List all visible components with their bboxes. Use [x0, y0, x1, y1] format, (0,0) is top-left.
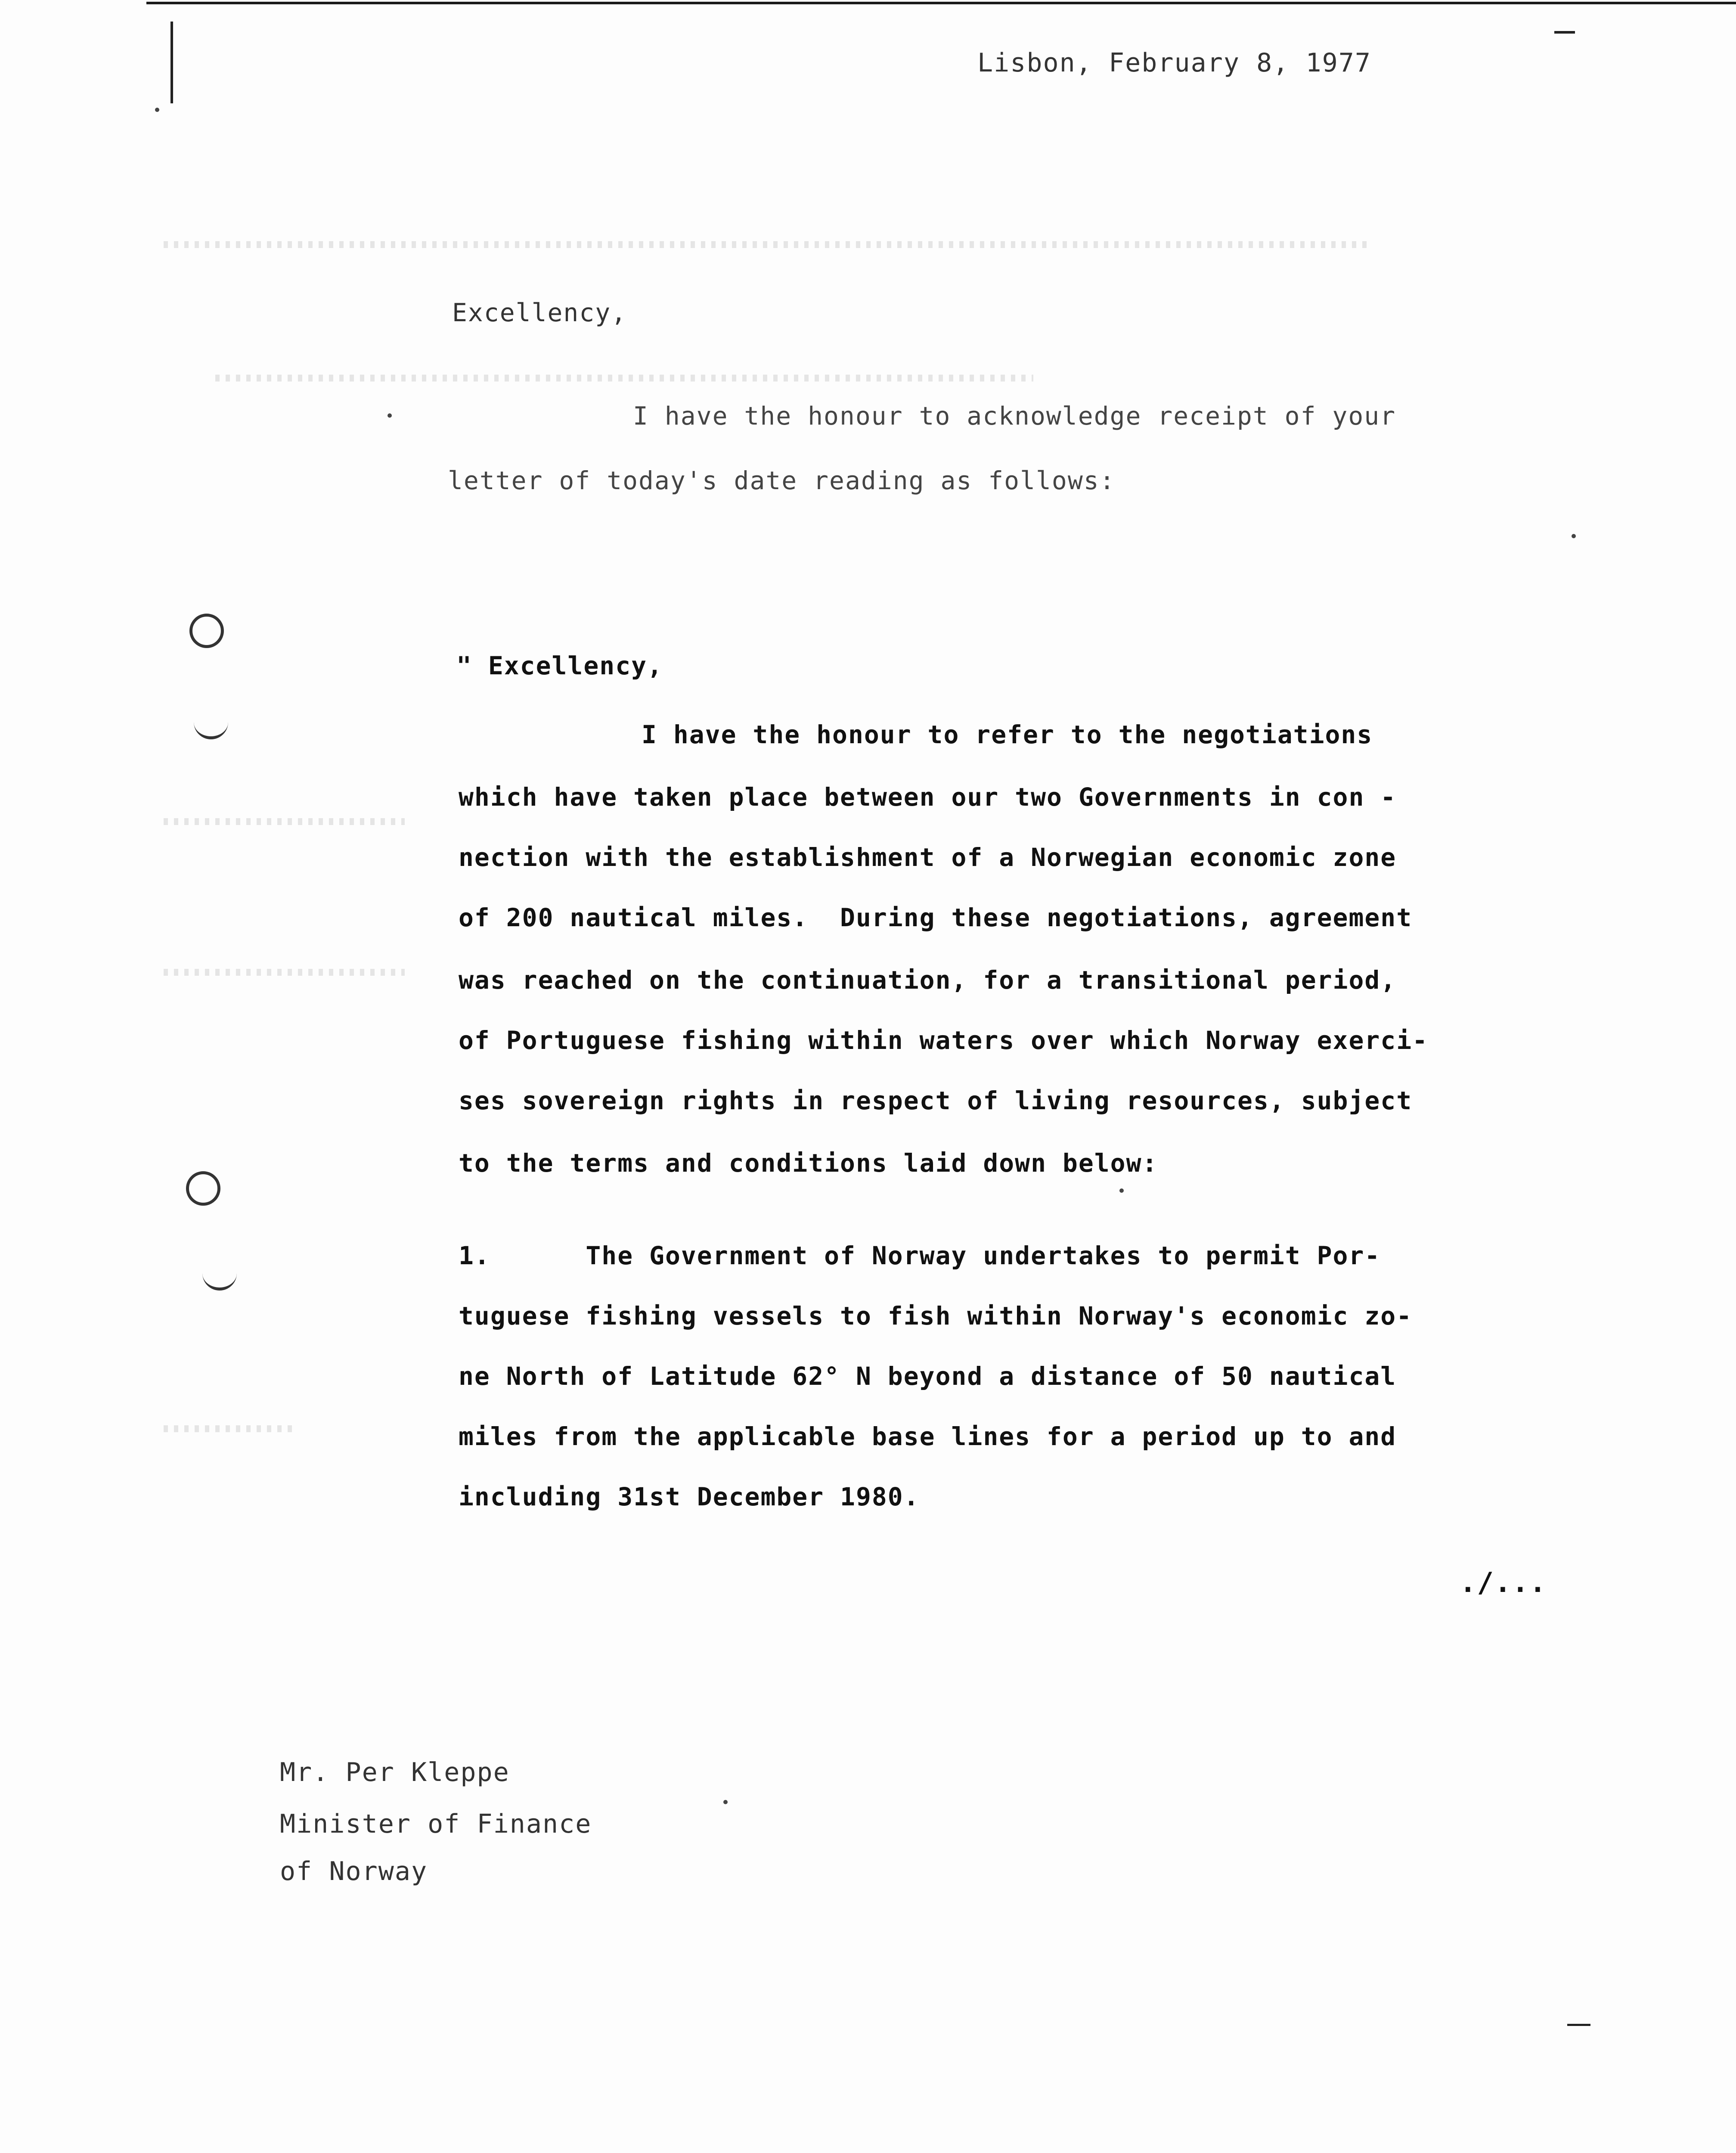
- bleed-through-noise: [164, 969, 405, 976]
- ink-speck: [155, 108, 159, 112]
- intro-line: I have the honour to acknowledge receipt of your: [633, 401, 1396, 431]
- body-line: tuguese fishing vessels to fish within Norway's economic zo-: [459, 1301, 1413, 1331]
- intro-line: letter of today's date reading as follows:: [448, 466, 1116, 495]
- punch-hole-icon: [189, 614, 224, 648]
- punch-hole-icon: [186, 1171, 220, 1206]
- body-line: of 200 nautical miles. During these negotiations, agreement: [459, 903, 1413, 932]
- ink-speck: [1572, 534, 1576, 538]
- body-line: nection with the establishment of a Norwegian economic zone: [459, 843, 1397, 872]
- punch-arc-icon: [194, 719, 228, 739]
- body-line: which have taken place between our two Governments in con -: [459, 782, 1397, 812]
- bleed-through-noise: [164, 241, 1369, 248]
- body-line: miles from the applicable base lines for a period up to and: [459, 1422, 1397, 1451]
- body-line: of Portuguese fishing within waters over which Norway exerci-: [459, 1026, 1429, 1055]
- bleed-through-noise: [215, 375, 1033, 382]
- quoted-greeting: " Excellency,: [456, 651, 663, 680]
- body-line: was reached on the continuation, for a transitional period,: [459, 965, 1397, 995]
- body-line: including 31st December 1980.: [459, 1482, 920, 1511]
- body-line: ses sovereign rights in respect of living resources, subject: [459, 1086, 1413, 1115]
- edge-mark: [1554, 31, 1575, 34]
- ink-speck: [723, 1800, 728, 1804]
- top-edge-rule: [146, 2, 1736, 4]
- ink-speck: [1119, 1188, 1124, 1193]
- edge-mark-bottom: [1567, 2024, 1590, 2026]
- margin-rule: [170, 22, 173, 103]
- body-line: ne North of Latitude 62° N beyond a distance of 50 nautical: [459, 1362, 1397, 1391]
- ink-speck: [388, 413, 392, 418]
- bleed-through-noise: [164, 1425, 293, 1432]
- numbered-paragraph-line: 1. The Government of Norway undertakes to permit Por-: [459, 1241, 1381, 1270]
- bleed-through-noise: [164, 818, 405, 825]
- body-line: I have the honour to refer to the negotiations: [642, 720, 1373, 749]
- body-line: to the terms and conditions laid down below:: [459, 1148, 1158, 1178]
- addressee-name: Mr. Per Kleppe: [280, 1757, 510, 1787]
- addressee-title: Minister of Finance: [280, 1809, 592, 1839]
- addressee-country: of Norway: [280, 1856, 428, 1886]
- greeting: Excellency,: [452, 298, 627, 327]
- date-line: Lisbon, February 8, 1977: [977, 48, 1371, 78]
- punch-arc-icon: [202, 1270, 237, 1291]
- continuation-mark: ./...: [1460, 1567, 1547, 1599]
